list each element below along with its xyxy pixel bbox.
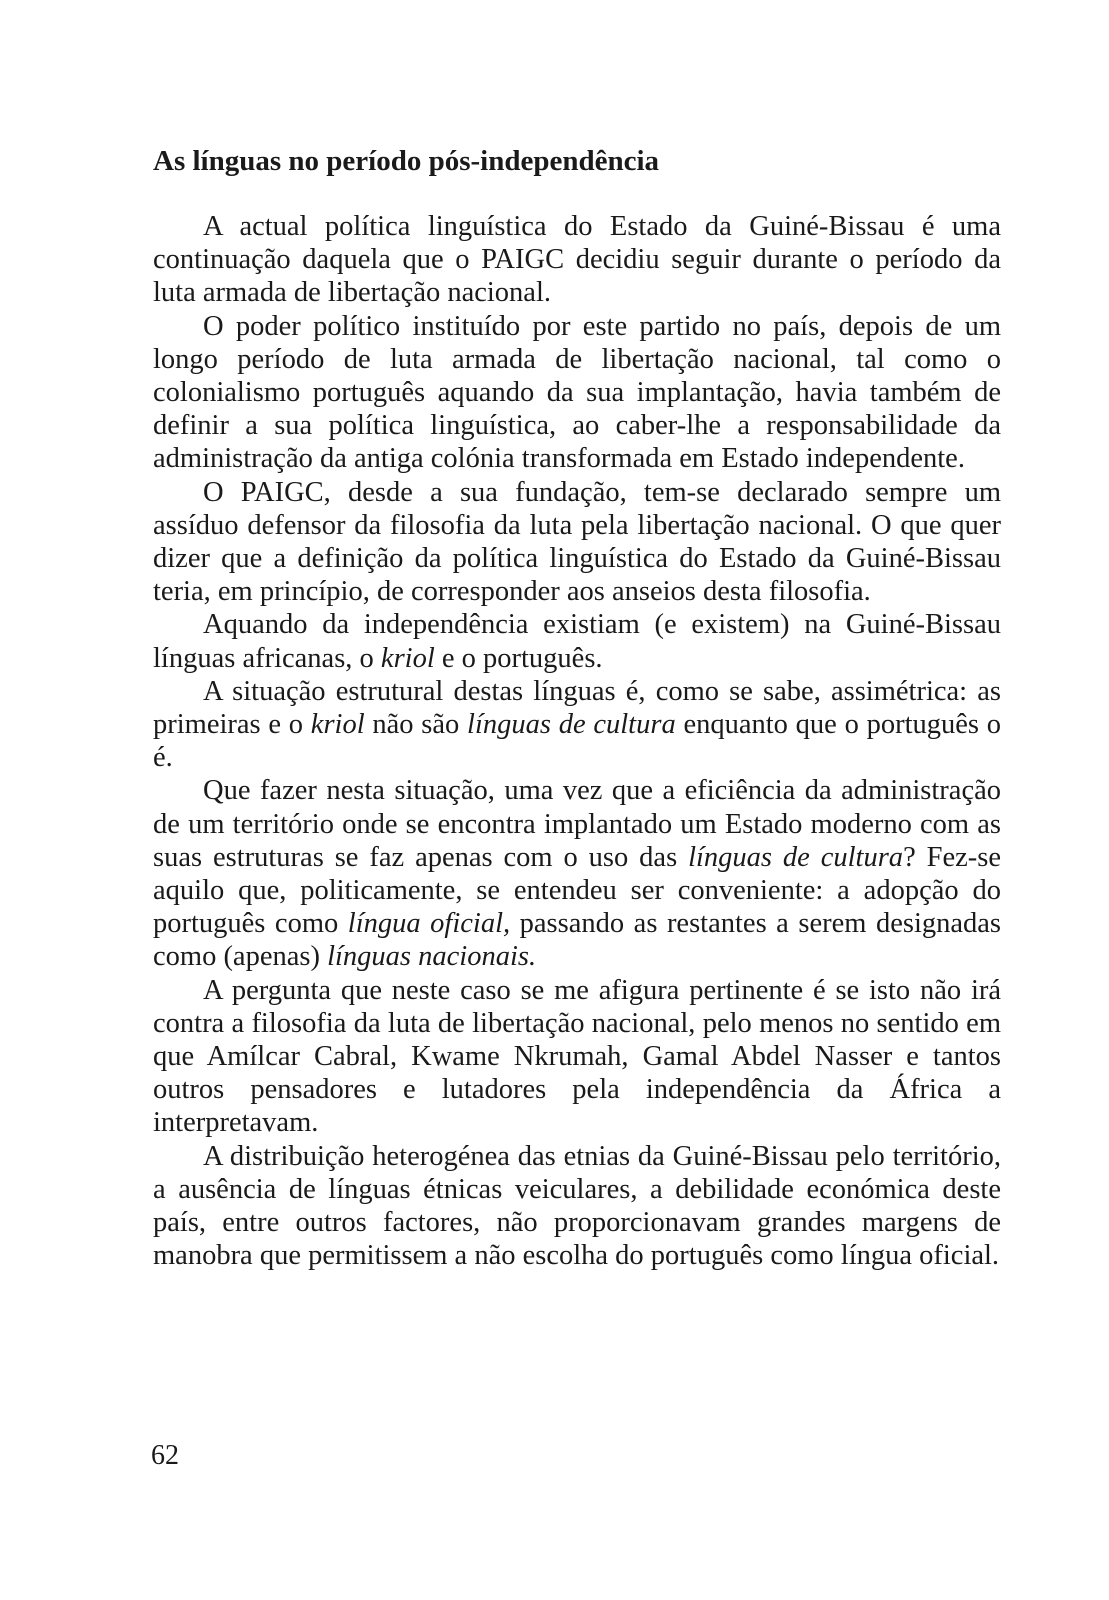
paragraph (153, 774, 1001, 973)
text-run: A distribuição heterogénea das etnias da Guiné-Bissau pelo território, a ausência de línguas étnicas veiculares, a debilidade económica deste país, entre outros factores, não proporcionavam grandes margens de manobra que permitissem a não escolha do português como língua oficial. (153, 1140, 1001, 1272)
paragraph (153, 210, 1001, 310)
text-run: A pergunta que neste caso se me afigura pertinente é se isto não irá contra a filosofia da luta de libertação nacional, pelo menos no sentido em que Amílcar Cabral, Kwame Nkrumah, Gamal Abdel Nasser e tantos outros pensadores e lutadores pela independência da África a interpretavam. (153, 974, 1001, 1139)
page-number: 62 (151, 1440, 179, 1471)
text-run: Aquando da independência existiam (e existem) na Guiné-Bissau línguas africanas, o (153, 609, 1001, 674)
paragraph (153, 608, 1001, 674)
italic-text: línguas nacionais. (327, 941, 537, 973)
paragraph (153, 310, 1001, 476)
text-run: A actual política linguística do Estado da Guiné-Bissau é uma continuação daquela que o PAIGC decidiu seguir durante o período da luta armada de libertação nacional. (153, 211, 1001, 309)
text-run: ? Fez-se aquilo que, politicamente, se entendeu ser conveniente: a adopção do português como (153, 841, 1002, 940)
text-run: O poder político instituído por este partido no país, depois de um longo período de luta armada de libertação nacional, tal como o colonialismo português aquando da sua implantação, havia também de definir a sua política linguística, ao caber-lhe a responsabilidade da administração da antiga colónia transformada em Estado independente. (153, 310, 1001, 475)
body-text (153, 210, 1001, 1273)
italic-text: kriol (310, 709, 365, 741)
paragraph (153, 1140, 1001, 1273)
section-heading: As línguas no período pós-independência (153, 145, 660, 177)
text-run: e o português. (434, 642, 603, 674)
paragraph (153, 675, 1001, 775)
italic-text: línguas de cultura (688, 841, 904, 873)
text-run: O PAIGC, desde a sua fundação, tem-se declarado sempre um assíduo defensor da filosofia da luta pela libertação nacional. O que quer dizer que a definição da política linguística do Estado da Guiné-Bissau teria, em princípio, de corresponder aos anseios desta filosofia. (153, 476, 1001, 608)
italic-text: língua oficial, (347, 908, 511, 940)
italic-text: línguas de cultura (467, 709, 676, 741)
paragraph (153, 974, 1001, 1140)
text-run: A situação estrutural destas línguas é, como se sabe, assimétrica: as primeiras e o (153, 675, 1001, 741)
italic-text: kriol (380, 642, 435, 674)
text-run: enquanto que o português o é. (153, 709, 1001, 774)
text-run: não são (364, 709, 468, 741)
text-run: Que fazer nesta situação, uma vez que a eficiência da administração de um território onde se encontra implantado um Estado moderno com as suas estruturas se faz apenas com o uso das (153, 775, 1001, 873)
paragraph (153, 476, 1001, 609)
text-run: passando as restantes a serem designadas como (apenas) (153, 908, 1002, 973)
